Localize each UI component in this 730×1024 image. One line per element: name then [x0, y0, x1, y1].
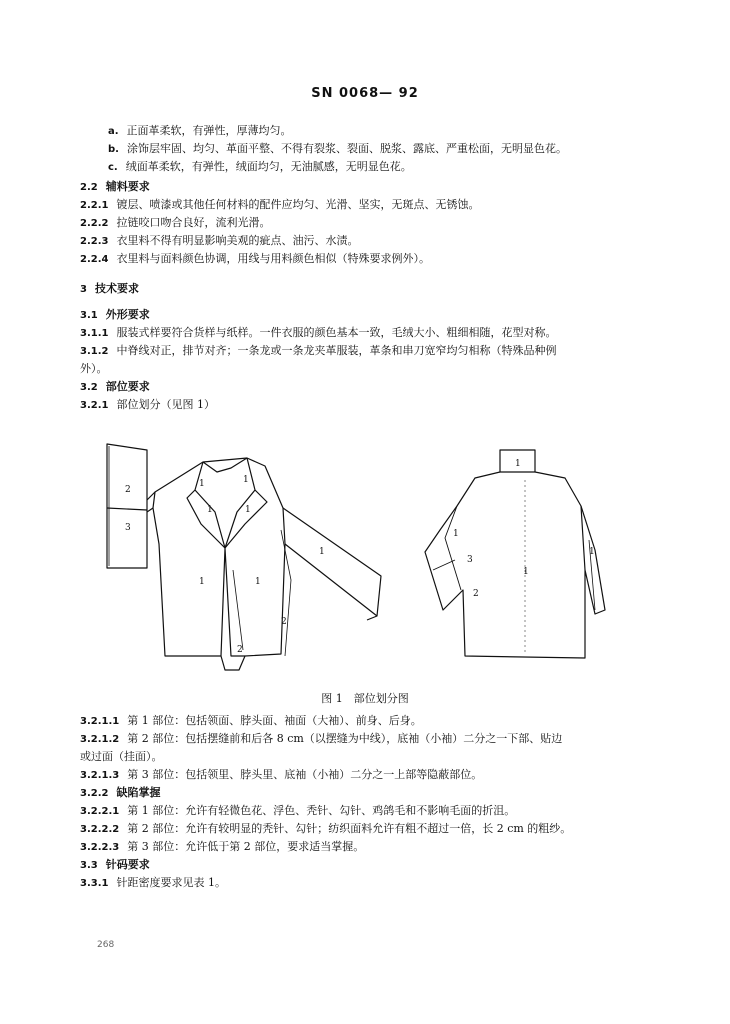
clause-number: 3.2.2	[80, 788, 109, 799]
clause-text: 第 3 部位：允许低于第 2 部位，要求适当掌握。	[127, 840, 365, 853]
clause-text: 中脊线对正，排节对齐；一条龙或一条龙夹革服装，革条和串刀宽窄均匀相称（特殊品种例	[116, 344, 557, 357]
text-line	[80, 282, 139, 297]
clause-number: 3.2.2.3	[80, 842, 120, 853]
part-label-2-side-seam: 2	[281, 617, 287, 627]
text-line	[80, 732, 562, 747]
text-line	[108, 142, 567, 157]
clause-number: 2.2.2	[80, 218, 109, 229]
clause-number: 2.2	[80, 182, 98, 193]
text-line	[80, 822, 571, 837]
clause-number: 3.3	[80, 860, 98, 871]
clause-text: 第 2 部位：允许有较明显的秃针、勾针；纺织面料允许有粗不超过一倍，长 2 cm 的粗纱。	[127, 822, 572, 835]
page-number: 268	[97, 940, 115, 950]
clause-text: 涂饰层牢固、均匀、革面平整、不得有裂浆、裂面、脱浆、露底、严重松面，无明显色花。	[126, 142, 567, 155]
document-code-header: SN 0068— 92	[311, 86, 419, 101]
text-line	[80, 840, 364, 855]
clause-text: 外）。	[80, 362, 108, 375]
clause-text: 第 1 部位：包括领面、脖头面、袖面（大袖）、前身、后身。	[127, 714, 422, 727]
section-heading: 技术要求	[94, 282, 139, 295]
section-heading: 缺陷掌握	[116, 786, 161, 799]
clause-number: 3.3.1	[80, 878, 109, 889]
part-label-3-back-sleeve: 3	[467, 555, 473, 565]
text-line	[80, 326, 556, 341]
clause-number: 3.2.2.1	[80, 806, 120, 817]
clause-text: 部位划分（见图 1）	[116, 398, 215, 411]
clause-text: 服装式样要符合货样与纸样。一件衣服的颜色基本一致，毛绒大小、粗细相随，花型对称。	[116, 326, 557, 339]
part-label-1-sleeve: 1	[319, 547, 325, 557]
text-line	[108, 160, 412, 175]
text-line	[80, 180, 150, 195]
text-line	[80, 750, 163, 764]
clause-text: 第 1 部位：允许有轻微色花、浮色、秃针、勾针、鸡鸽毛和不影响毛面的折沮。	[127, 804, 516, 817]
clause-number: 3.2.1	[80, 400, 109, 411]
text-line	[80, 398, 215, 413]
clause-text: 针距密度要求见表 1。	[116, 876, 226, 889]
part-label-1-back-collar: 1	[515, 459, 521, 469]
clause-number: 3.2.1.2	[80, 734, 120, 745]
section-heading: 部位要求	[105, 380, 150, 393]
text-line	[80, 308, 150, 323]
text-line	[80, 234, 358, 249]
part-label-2-facing: 2	[237, 645, 243, 655]
figure-caption: 图 1 部位划分图	[321, 692, 409, 705]
part-label-3-swatch: 3	[125, 523, 131, 533]
text-line	[80, 252, 430, 267]
clause-number: 3	[80, 284, 87, 295]
text-line	[80, 362, 108, 376]
clause-text: 第 3 部位：包括领里、脖头里、底袖（小袖）二分之一上部等隐蔽部位。	[127, 768, 483, 781]
text-line	[80, 786, 160, 801]
part-label-1-collar-left: 1	[199, 479, 205, 489]
clause-number: 3.1.2	[80, 346, 109, 357]
part-label-1-back-body: 1	[523, 567, 529, 577]
clause-text: 正面革柔软，有弹性，厚薄均匀。	[126, 124, 292, 137]
part-label-2-back-sleeve: 2	[473, 589, 479, 599]
clause-number: 3.2.2.2	[80, 824, 120, 835]
part-label-1-lapel-left: 1	[207, 505, 213, 515]
clause-number: 2.2.1	[80, 200, 109, 211]
part-label-1-front-left: 1	[199, 577, 205, 587]
sleeve-swatch-outline	[107, 444, 147, 568]
text-line	[80, 198, 479, 213]
section-heading: 外形要求	[105, 308, 150, 321]
clause-number: 3.1.1	[80, 328, 109, 339]
text-line	[80, 344, 556, 359]
clause-text: 衣里料不得有明显影响美观的疵点、油污、水渍。	[116, 234, 359, 247]
text-line	[80, 768, 482, 783]
text-line	[80, 714, 422, 729]
clause-number: 3.2	[80, 382, 98, 393]
part-label-1-back-right-sleeve: 1	[589, 547, 595, 557]
clause-text: 镀层、喷漆或其他任何材料的配件应均匀、光滑、坚实，无斑点、无锈蚀。	[116, 198, 480, 211]
clause-number: 2.2.3	[80, 236, 109, 247]
section-heading: 针码要求	[105, 858, 150, 871]
text-line	[80, 804, 515, 819]
section-heading: 辅料要求	[105, 180, 150, 193]
text-line	[108, 124, 292, 139]
clause-text: 第 2 部位：包括摆缝前和后各 8 cm（以摆缝为中线），底袖（小袖）二分之一下部、贴边	[127, 732, 563, 745]
clause-text: 衣里料与面料颜色协调，用线与用料颜色相似（特殊要求例外）。	[116, 252, 430, 265]
clause-number: 2.2.4	[80, 254, 109, 265]
text-line	[80, 380, 150, 395]
text-line	[80, 858, 150, 873]
part-label-1-front-right: 1	[255, 577, 261, 587]
clause-text: 或过面（挂面）。	[80, 750, 163, 763]
part-label-1-lapel-right: 1	[245, 505, 251, 515]
part-label-1-collar-right: 1	[243, 475, 249, 485]
text-line	[80, 216, 270, 231]
clause-text: 拉链咬口吻合良好，流利光滑。	[116, 216, 271, 229]
figure-1-garment-diagram	[95, 420, 635, 680]
clause-number: c.	[108, 162, 118, 173]
part-label-1-back-sleeve: 1	[453, 529, 459, 539]
clause-number: 3.2.1.1	[80, 716, 120, 727]
clause-number: 3.2.1.3	[80, 770, 120, 781]
part-label-2-swatch: 2	[125, 485, 131, 495]
text-line	[80, 876, 226, 891]
clause-number: b.	[108, 144, 119, 155]
clause-number: 3.1	[80, 310, 98, 321]
clause-number: a.	[108, 126, 119, 137]
front-body-outline	[153, 458, 285, 670]
clause-text: 绒面革柔软，有弹性，绒面均匀，无油腻感，无明显色花。	[125, 160, 412, 173]
